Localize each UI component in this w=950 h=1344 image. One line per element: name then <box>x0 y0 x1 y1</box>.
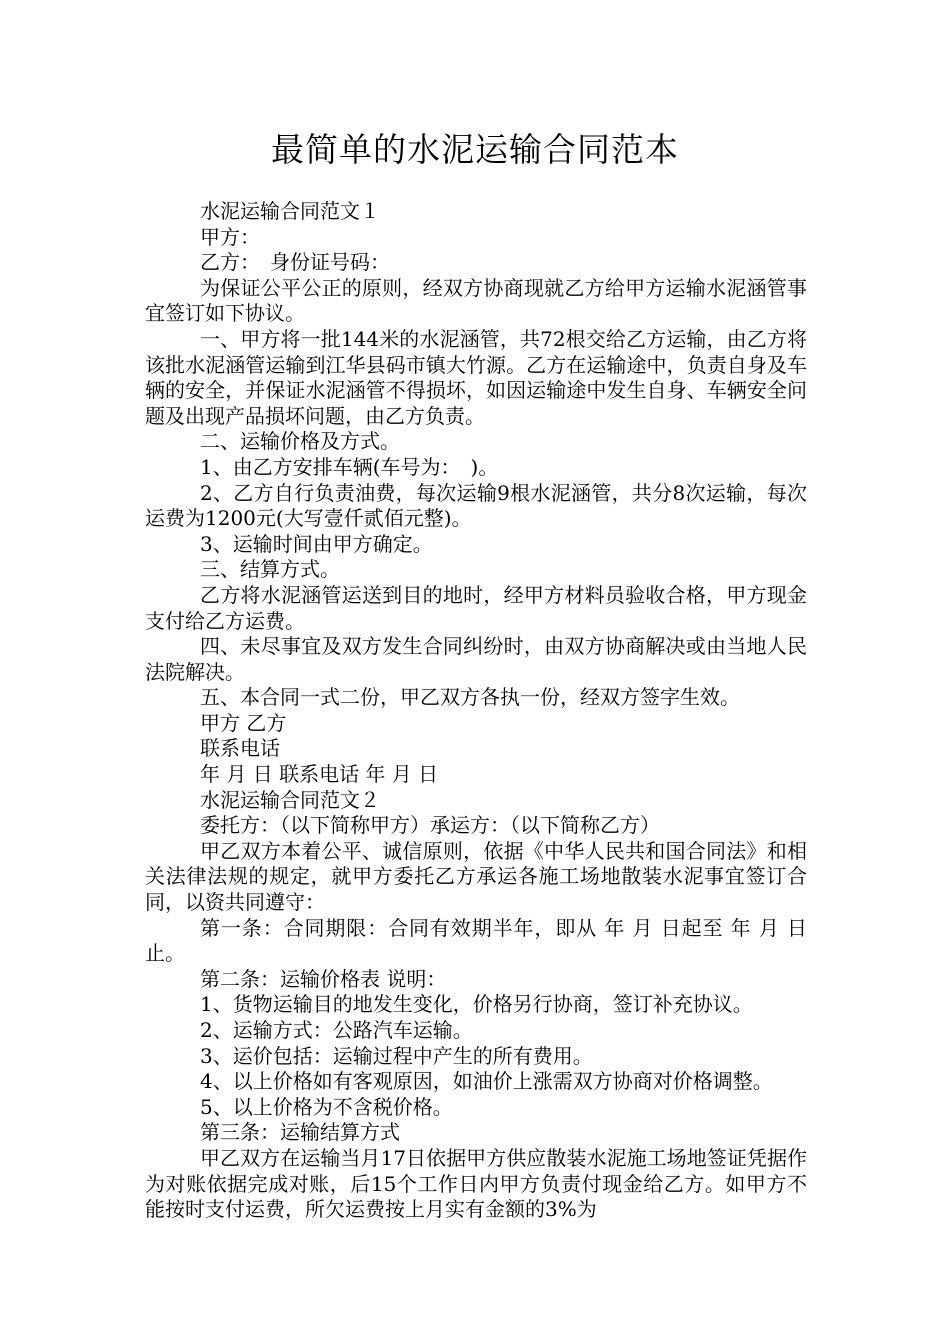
party-b-line: 乙方： 身份证号码： <box>200 250 390 275</box>
signature-line: 联系电话 <box>200 736 280 761</box>
section-heading-sample-2: 水泥运输合同范文２ <box>200 787 380 812</box>
paragraph: 四、未尽事宜及双方发生合同纠纷时，由双方协商解决或由当地人民法院解决。 <box>145 634 807 684</box>
paragraph: 委托方：（以下简称甲方）承运方：（以下简称乙方） <box>200 813 660 838</box>
paragraph: 1、由乙方安排车辆(车号为： )。 <box>200 454 499 479</box>
paragraph: 甲乙双方本着公平、诚信原则，依据《中华人民共和国合同法》和相关法律法规的规定，就甲方委托乙方承运各施工场地散装水泥事宜签订合同，以资共同遵守： <box>145 838 807 915</box>
paragraph: 三、结算方式。 <box>200 557 340 582</box>
paragraph: 2、运输方式：公路汽车运输。 <box>200 1018 473 1042</box>
paragraph: 1、货物运输目的地发生变化，价格另行协商，签订补充协议。 <box>200 992 753 1017</box>
paragraph: 五、本合同一式二份，甲乙双方各执一份，经双方签字生效。 <box>200 685 740 710</box>
paragraph: 4、以上价格如有客观原因，如油价上涨需双方协商对价格调整。 <box>200 1069 773 1094</box>
section-heading-sample-1: 水泥运输合同范文１ <box>200 199 380 223</box>
paragraph: 5、以上价格为不含税价格。 <box>200 1094 453 1119</box>
document-body <box>145 199 807 1223</box>
paragraph: 第一条：合同期限：合同有效期半年，即从 年 月 日起至 年 月 日止。 <box>145 915 807 966</box>
paragraph: 甲乙双方在运输当月17日依据甲方供应散装水泥施工场地签证凭据作为对账依据完成对账，后15个工作日内甲方负责付现金给乙方。如甲方不能按时支付运费，所欠运费按上月实有金额的3%为 <box>145 1145 807 1222</box>
paragraph: 3、运输时间由甲方确定。 <box>200 531 433 556</box>
paragraph: 一、甲方将一批144米的水泥涵管，共72根交给乙方运输，由乙方将该批水泥涵管运输到江华县码市镇大竹源。乙方在运输途中，负责自身及车辆的安全，并保证水泥涵管不得损坏，如因运输途中发生自身、车辆安全问题及出现产品损坏问题，由乙方负责。 <box>145 326 807 428</box>
paragraph: 乙方将水泥涵管运送到目的地时，经甲方材料员验收合格，甲方现金支付给乙方运费。 <box>145 582 807 633</box>
signature-line: 年 月 日 联系电话 年 月 日 <box>200 762 439 787</box>
paragraph: 第二条：运输价格表 说明： <box>200 966 447 991</box>
paragraph: 第三条：运输结算方式 <box>200 1120 400 1145</box>
paragraph: 2、乙方自行负责油费，每次运输9根水泥涵管，共分8次运输，每次运费为1200元(大写壹仟贰佰元整)。 <box>145 480 807 531</box>
party-a-line: 甲方： <box>200 224 260 249</box>
document-title: 最简单的水泥运输合同范本 <box>271 130 679 169</box>
paragraph: 二、运输价格及方式。 <box>200 429 400 454</box>
signature-line: 甲方 乙方 <box>200 710 287 735</box>
paragraph: 3、运价包括：运输过程中产生的所有费用。 <box>200 1043 593 1068</box>
paragraph: 为保证公平公正的原则，经双方协商现就乙方给甲方运输水泥涵管事宜签订如下协议。 <box>145 275 807 326</box>
